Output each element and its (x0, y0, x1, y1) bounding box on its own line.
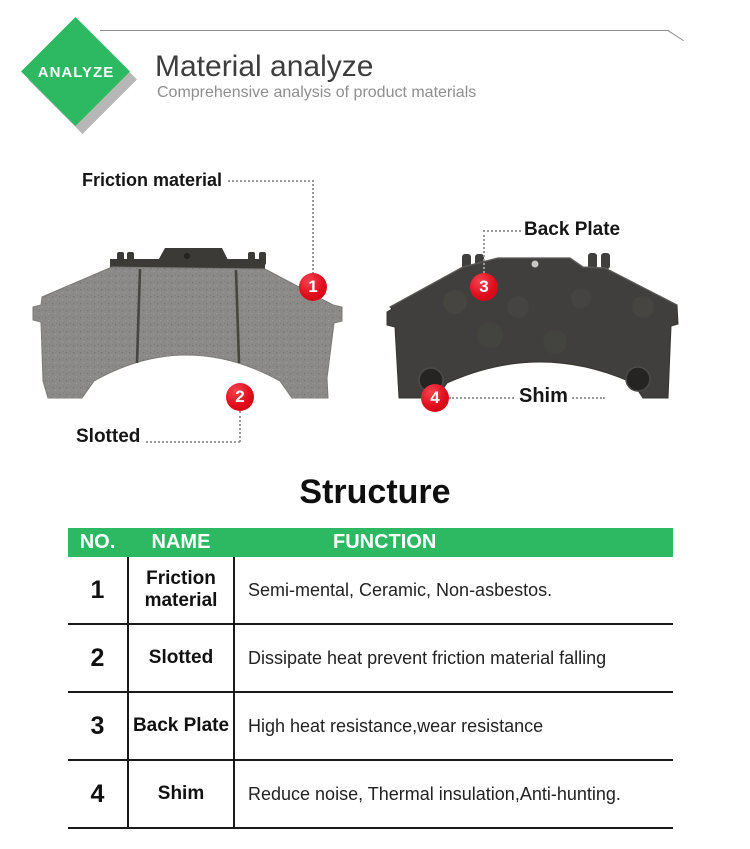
cell-function: Dissipate heat prevent friction material falling (248, 647, 607, 668)
cell-no: 3 (90, 711, 105, 740)
leader-line-slotted-h (146, 441, 240, 443)
cell-function: High heat resistance,wear resistance (248, 715, 544, 736)
leader-line-backplate-h (483, 230, 521, 232)
badge-label: ANALYZE (37, 63, 115, 81)
cell-name: Friction material (127, 557, 235, 623)
cell-name: Slotted (127, 625, 235, 691)
brake-pad-friction-view-image (30, 245, 348, 407)
leader-line-friction-v (312, 180, 314, 274)
cell-name: Back Plate (127, 693, 235, 759)
column-header-no: NO. (79, 531, 116, 553)
callout-marker-4: 4 (421, 384, 449, 412)
callout-marker-3: 3 (470, 273, 498, 301)
table-row (68, 557, 673, 625)
table-row (68, 761, 673, 829)
cell-function: Semi-mental, Ceramic, Non-asbestos. (248, 579, 553, 600)
cell-function: Reduce noise, Thermal insulation,Anti-hunting. (248, 783, 621, 804)
page-subtitle: Comprehensive analysis of product materials (157, 84, 477, 101)
cell-no: 2 (90, 643, 105, 672)
table-row (68, 625, 673, 693)
label-back-plate: Back Plate (524, 219, 621, 240)
page-title: Material analyze (155, 50, 374, 83)
label-friction-material: Friction material (82, 170, 223, 190)
table-row (68, 693, 673, 761)
cell-no: 4 (90, 779, 105, 808)
table-header-row (68, 528, 673, 557)
leader-line-backplate-v (483, 230, 485, 273)
leader-line-friction-h (228, 180, 314, 182)
label-slotted: Slotted (76, 426, 141, 447)
structure-table (68, 528, 673, 829)
structure-heading: Structure (299, 473, 451, 511)
header-rule-line (100, 30, 669, 31)
callout-marker-1: 1 (299, 273, 327, 301)
leader-line-slotted-v (239, 411, 241, 442)
column-header-name: NAME (151, 531, 211, 553)
header-rule-line-tail (667, 30, 683, 41)
column-header-function: FUNCTION (333, 531, 437, 553)
cell-name: Shim (127, 761, 235, 827)
label-shim: Shim (516, 385, 571, 408)
callout-marker-2: 2 (226, 383, 254, 411)
cell-no: 1 (90, 575, 105, 604)
